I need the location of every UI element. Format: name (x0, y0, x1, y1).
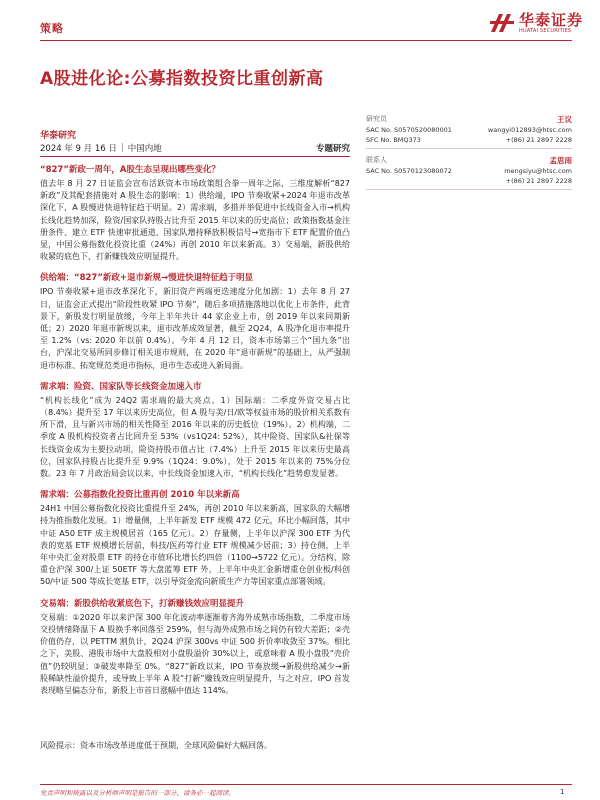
analyst-email[interactable]: wangyi012893@htsc.com (487, 126, 572, 134)
demand-section (40, 381, 350, 480)
analyst-name: 孟思雨 (549, 156, 572, 165)
footer-disclaimer: 免责声明和披露以及分析师声明是报告的一部分，请务必一起阅读。 (40, 789, 235, 797)
report-date: 2024 年 9 月 16 日 (40, 144, 117, 154)
section-heading: 供给端：“827”新政+退市新规→慢进快退特征趋于明显 (40, 273, 254, 284)
report-region: 中国内地 (127, 144, 162, 154)
supply-section (40, 272, 350, 371)
analyst-sac: SAC No. S0570123080072 (366, 167, 452, 175)
section-text: 24H1 中国公募指数化投资比重提升至 24%，再创 2010 年以来新高，国家队的大幅增持为推指数化发展。1）增量侧，上半年新发 ETF 规模 472 亿元，环比小幅回落，其中中证 A50 ETF 成主规模居首（165 亿元）。2）存量侧，上半年以沪深 300 ETF 为代表的宽基 ETF 规模增长居前，科技/医药等行业 ETF 规模减少居前；3）持仓侧，上半年中央汇金对股票 ETF 的持仓市值环比增长约四倍（1100→5722 亿元）。分结构，除重仓沪深 300/上证 50ETF 等大盘蓝筹 ETF 外，上半年中央汇金新增重仓创业板/科创 50/中证 500 等成长宽基 ETF，以引导资金流向新质生产力等国家重点部署领域。 (40, 504, 350, 587)
analyst-phone: +(86) 21 2897 2228 (505, 177, 572, 185)
report-meta-line (40, 142, 350, 154)
section-text: IPO 节奏收紧+退市改革深化下，新旧资产两端更迭速度分化加剧：1）去年 8 月 27 日，证监会正式提出“阶段性收紧 IPO 节奏”，随后多项措施落地以优化上市条件，此背景下，新股发行明显放缓，今年上半年共计 44 家企业上市，创 2019 年以来同期新低；2）2020 年退市新规以来，退市改革成效显著，截至 2Q24，A 股净化退市率提升至 1.2%（vs: 2020 年以前 0.4%）。今年 4 月 12 日，资本市场第三个“国九条”出台，沪深北交易所同步修订相关退市规则，在 2020 年“退市新规”的基础上，从严强制退市标准、拓宽规范类退市指标，退市生态或进入新局面。 (40, 287, 350, 370)
analyst-role: 研究员 (366, 115, 387, 123)
analyst-card (366, 114, 572, 149)
page-number: 1 (560, 788, 565, 796)
report-body (40, 164, 350, 706)
report-title: A股进化论:公募指数投资比重创新高 (40, 69, 324, 89)
report-category-tag: 策略 (40, 22, 64, 35)
header-divider (40, 40, 572, 41)
logo-english-name: HUATAI SECURITIES (519, 28, 572, 34)
analyst-role: 联系人 (366, 156, 387, 164)
analyst-sfc: SFC No. BMQ373 (366, 136, 421, 144)
analyst-card (366, 155, 572, 190)
section-heading: “827”新政一周年，A股生态呈现出哪些变化？ (40, 165, 220, 175)
company-logo (489, 12, 583, 35)
meta-divider (40, 156, 350, 157)
huatai-logo-icon (489, 12, 515, 34)
analyst-phone: +(86) 21 2897 2228 (505, 136, 572, 144)
trading-section (40, 598, 350, 697)
section-text: “机构长线化”成为 24Q2 需求端的最大亮点。1）国际端：二季度外资交易占比（8.4%）提升至 17 年以来历史高位，但 A 股与美/日/欧等权益市场的股价相关系数有所下滑，且与新兴市场的相关性降至 2016 年以来的历史低位（19%）。2）机构端，二季度 A 股机构投资者占比回升至 53%（vs1Q24: 52%），其中险资、国家队&社保等长线资金成为主要拉动项，险资持股市值占比（7.4%）上升至 2015 年以来历史最高位，国家队持股占比提升至 9.9%（1Q24：9.0%），处于 2015 年以来的 75%分位数。23 年 7 月政治局会议以来，中长线资金加速入市，“机构长线化”趋势愈发显著。 (40, 395, 350, 479)
analyst-name: 王议 (557, 115, 572, 124)
section-heading: 交易端：新股供给收紧底色下，打新赚钱效应明显提升 (40, 598, 245, 609)
summary-section (40, 164, 350, 263)
footer-divider (40, 784, 572, 785)
index-investing-section (40, 489, 350, 588)
logo-chinese-name: 华泰证券 (519, 11, 584, 29)
section-text: 值去年 8 月 27 日证监会宣布活跃资本市场政策组合拳一周年之际，三维度解析“827 新政”及其配套措施对 A 股生态的影响：1）供给端，IPO 节奏收紧+2024 年退市改革深化下，A 股慢进快退特征趋于明显。2）需求端，多措并举促进中长线资金入市→机构长线化趋势加深，险资/国家队持股占比升至 2015 年以来的历史高位；政策指数基金注册条件、建立 ETF 快速审批通道、国家队增持释放积极信号→宽指市下 ETF 配置价值凸显，中国公募指数化投资比重（24%）再创 2010 年以来新高。3）交易端，新股供给收紧的底色下，打新赚钱效应明显提升。 (40, 179, 350, 262)
section-text: 交易端：①2020 年以来沪深 300 年化波动率逐渐着齐海外成熟市场指数，二季度市场交投情绪降温下 A 股换手率回落至 259%，但与海外成熟市场之间仍有较大差距；②壳价值仍存，以 PETTM 割负计，2Q24 沪深 300vs 中证 500 折价率收敛至 37%。相比之下，美股、港股市场中大盘股相对小盘股溢价 30%以上，或意味着 A 股小盘股“壳价值”仍较明显；③破发率降至 0%。“827”新政以来，IPO 节奏放缓→新股供给减少→新股稀缺性溢价提升，或导致上半年 A 股“打新”赚钱效应明显提升，与之对应，IPO 首发表现略呈偏态分布，新股上市首日涨幅中值达 114%。 (40, 612, 350, 695)
risk-warning: 风险提示：资本市场改革进度低于预期，全球风险偏好大幅回落。 (40, 741, 272, 750)
meta-separator: | (120, 143, 124, 153)
section-heading: 需求端：公募指数化投资比重再创 2010 年以来新高 (40, 490, 240, 501)
report-header (0, 0, 600, 44)
analyst-sac: SAC No. S0570520080001 (366, 126, 452, 134)
analyst-email[interactable]: mengsiyu@htsc.com (504, 167, 572, 175)
analyst-panel (366, 114, 572, 196)
section-heading: 需求端：险资、国家队等长线资金加速入市 (40, 381, 202, 392)
research-org: 华泰研究 (40, 131, 77, 141)
report-kind: 专题研究 (315, 144, 350, 154)
